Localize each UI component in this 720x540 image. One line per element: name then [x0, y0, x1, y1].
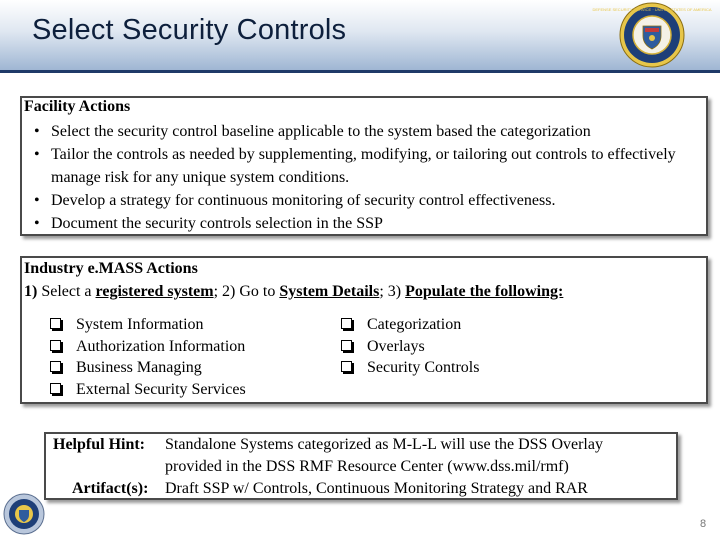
dss-logo-icon — [3, 493, 45, 535]
facility-actions-list — [28, 120, 706, 235]
populate-following-link: Populate the following: — [405, 283, 564, 300]
list-item: • Develop a strategy for continuous monitoring of security control effectiveness. — [28, 189, 706, 212]
industry-emass-title: Industry e.MASS Actions — [24, 260, 198, 277]
checkbox-icon — [50, 318, 61, 329]
artifact-text: Draft SSP w/ Controls, Continuous Monitoring Strategy and RAR — [165, 480, 588, 497]
list-item: • Select the security control baseline applicable to the system based the categorization — [28, 120, 706, 143]
facility-actions-box — [20, 96, 708, 236]
step-text: Select a — [41, 283, 92, 300]
page-title: Select Security Controls — [32, 14, 347, 46]
registered-system-link: registered system — [95, 283, 214, 300]
industry-emass-box — [20, 256, 708, 404]
list-item: • Tailor the controls as needed by supplementing, modifying, or tailoring out controls to effectively manage risk for any unique system conditions. — [28, 143, 706, 189]
dss-seal-icon — [592, 2, 712, 68]
step-text: ; 3) — [379, 283, 402, 300]
checklist-item: External Security Services — [46, 379, 246, 401]
step-number: 1) — [24, 283, 38, 300]
seal-text: DEFENSE SECURITY SERVICE · UNITED STATES OF AMERICA — [592, 7, 712, 12]
emass-left-checklist — [46, 314, 246, 400]
step-text: ; 2) Go to — [213, 283, 276, 300]
system-details-link: System Details — [279, 283, 380, 300]
emass-right-checklist — [337, 314, 479, 379]
helpful-hint-label: Helpful Hint: — [53, 436, 146, 453]
header-divider — [0, 70, 720, 73]
checkbox-icon — [341, 340, 352, 351]
list-item: • Document the security controls selection in the SSP — [28, 212, 706, 235]
checklist-item: Authorization Information — [46, 336, 246, 358]
checklist-item: Security Controls — [337, 357, 479, 379]
emass-steps-line — [24, 283, 563, 301]
page-number: 8 — [700, 518, 707, 530]
checkbox-icon — [341, 361, 352, 372]
checklist-item: Overlays — [337, 336, 479, 358]
checkbox-icon — [341, 318, 352, 329]
artifact-label: Artifact(s): — [72, 480, 149, 497]
facility-actions-title: Facility Actions — [24, 98, 131, 115]
helpful-hint-box — [44, 432, 678, 500]
checklist-item: System Information — [46, 314, 246, 336]
checkbox-icon — [50, 340, 61, 351]
helpful-hint-line1: Standalone Systems categorized as M-L-L will use the DSS Overlay — [165, 436, 603, 453]
checklist-item: Business Managing — [46, 357, 246, 379]
checkbox-icon — [50, 383, 61, 394]
helpful-hint-line2: provided in the DSS RMF Resource Center (www.dss.mil/rmf) — [165, 458, 569, 475]
hint-content — [46, 434, 676, 498]
checkbox-icon — [50, 361, 61, 372]
checklist-item: Categorization — [337, 314, 479, 336]
